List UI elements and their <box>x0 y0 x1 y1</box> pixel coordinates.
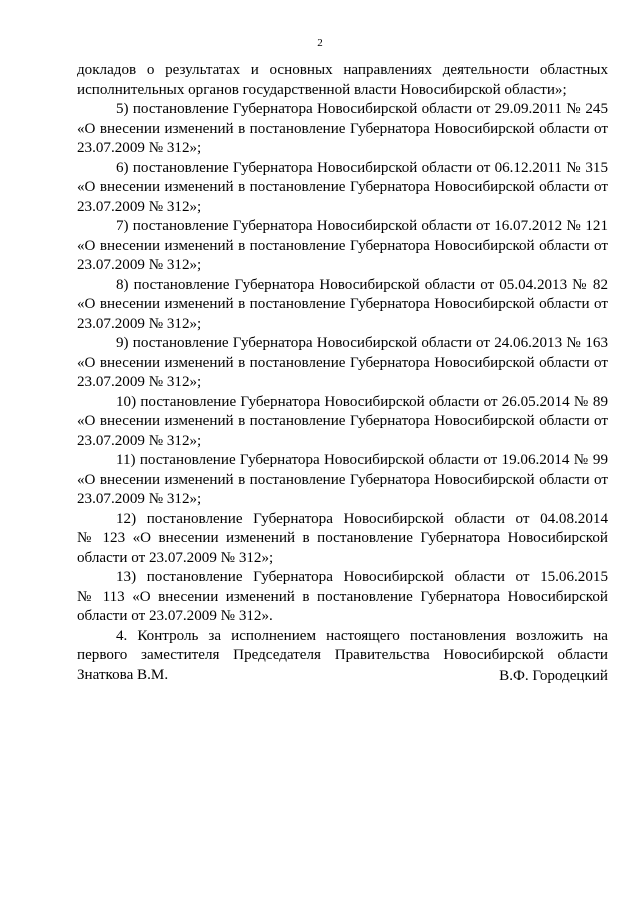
text-line: 23.07.2009 № 312»; <box>77 257 202 273</box>
text-line: 23.07.2009 № 312»; <box>77 374 202 390</box>
text-line: 7) постановление Губернатора Новосибирской области от 16.07.2012 № 121 <box>116 218 608 234</box>
text-line: «О внесении изменений в постановление Губернатора Новосибирской области от <box>77 179 608 195</box>
text-line: 4. Контроль за исполнением настоящего постановления возложить на <box>116 627 608 644</box>
document-body <box>77 61 608 685</box>
text-line: № 123 «О внесении изменений в постановление Губернатора Новосибирской <box>77 530 608 546</box>
text-line: 6) постановление Губернатора Новосибирской области от 06.12.2011 № 315 <box>116 159 608 176</box>
page-number: 2 <box>317 37 323 49</box>
text-line: 8) постановление Губернатора Новосибирской области от 05.04.2013 № 82 <box>116 276 608 293</box>
text-line: 23.07.2009 № 312»; <box>77 140 202 156</box>
text-line: Знаткова В.М. <box>77 666 169 683</box>
text-line: докладов о результатах и основных направлениях деятельности областных <box>77 62 608 78</box>
text-line: 10) постановление Губернатора Новосибирской области от 26.05.2014 № 89 <box>116 393 608 410</box>
text-line: «О внесении изменений в постановление Губернатора Новосибирской области от <box>77 413 608 429</box>
text-line: 23.07.2009 № 312»; <box>77 432 202 449</box>
list-item <box>77 334 608 393</box>
list-item <box>77 510 608 569</box>
list-item <box>77 159 608 218</box>
text-line: области от 23.07.2009 № 312»; <box>77 549 274 566</box>
text-line: 9) постановление Губернатора Новосибирской области от 24.06.2013 № 163 <box>116 335 608 351</box>
list-item <box>77 393 608 452</box>
text-line: № 113 «О внесении изменений в постановление Губернатора Новосибирской <box>77 588 608 605</box>
text-line: «О внесении изменений в постановление Губернатора Новосибирской области от <box>77 296 608 312</box>
text-line: «О внесении изменений в постановление Губернатора Новосибирской области от <box>77 120 608 137</box>
text-line: 23.07.2009 № 312»; <box>77 315 202 332</box>
intro-paragraph-fragment <box>77 61 608 100</box>
signature-name: В.Ф. Городецкий <box>499 668 608 684</box>
list-item <box>77 451 608 510</box>
text-line: 5) постановление Губернатора Новосибирской области от 29.09.2011 № 245 <box>116 101 608 117</box>
text-line: 13) постановление Губернатора Новосибирской области от 15.06.2015 <box>116 569 608 585</box>
text-line: первого заместителя Председателя Правительства Новосибирской области <box>77 647 608 663</box>
text-line: 23.07.2009 № 312»; <box>77 491 202 507</box>
text-line: «О внесении изменений в постановление Губернатора Новосибирской области от <box>77 237 608 254</box>
text-line: «О внесении изменений в постановление Губернатора Новосибирской области от <box>77 471 608 488</box>
text-line: 12) постановление Губернатора Новосибирской области от 04.08.2014 <box>116 510 608 527</box>
text-line: исполнительных органов государственной власти Новосибирской области»; <box>77 81 567 98</box>
list-item <box>77 276 608 335</box>
text-line: «О внесении изменений в постановление Губернатора Новосибирской области от <box>77 354 608 371</box>
text-line: области от 23.07.2009 № 312». <box>77 608 273 624</box>
text-line: 23.07.2009 № 312»; <box>77 198 202 215</box>
list-item <box>77 568 608 627</box>
list-item <box>77 217 608 276</box>
list-item <box>77 100 608 159</box>
text-line: 11) постановление Губернатора Новосибирской области от 19.06.2014 № 99 <box>116 452 608 468</box>
